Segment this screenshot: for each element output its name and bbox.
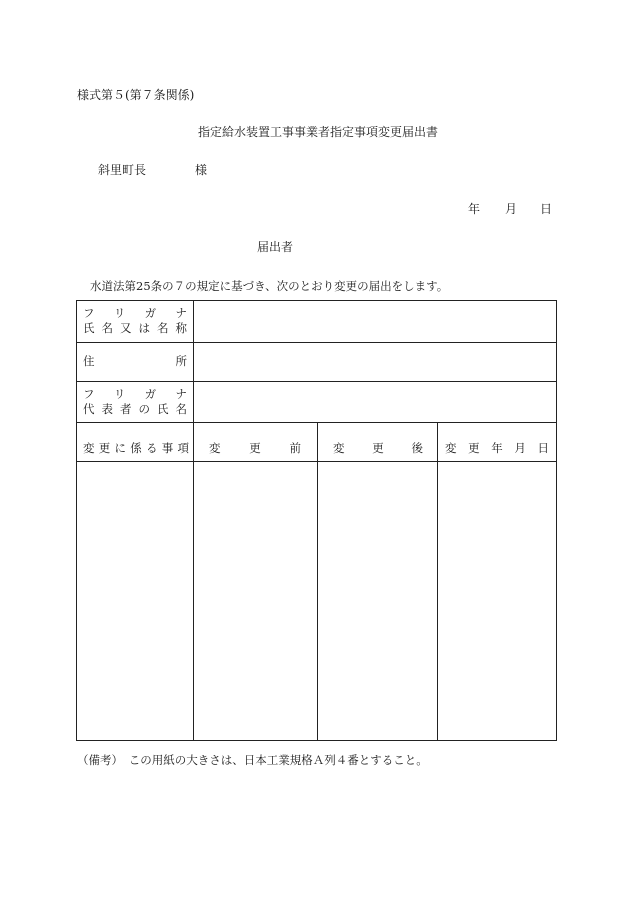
name-label-cell (77, 306, 193, 336)
addressee: 斜里町長 (98, 163, 147, 177)
address-label: 住 所 (83, 354, 187, 368)
intro-text: 水道法第25条の７の規定に基づき、次のとおり変更の届出をします。 (90, 279, 449, 293)
header-after-change: 変 更 後 (333, 441, 423, 455)
header-change-matter: 変 更 に 係 る 事 項 (83, 441, 189, 455)
header-before-change: 変 更 前 (209, 441, 301, 455)
date-year-label: 年 (468, 202, 481, 216)
submitter-label: 届出者 (257, 240, 294, 254)
document-title: 指定給水装置工事事業者指定事項変更届出書 (198, 125, 439, 139)
header-change-date: 変 更 年 月 日 (445, 441, 549, 455)
date-input-cell[interactable] (438, 462, 556, 740)
address-label-cell (77, 354, 193, 369)
remarks-note: （備考） この用紙の大きさは、日本工業規格Ａ列４番とすること。 (77, 753, 428, 767)
before-input-cell[interactable] (194, 462, 317, 740)
honorific: 様 (195, 163, 208, 177)
representative-label-cell (77, 387, 193, 417)
date-month-label: 月 (505, 202, 518, 216)
change-form-table (76, 300, 557, 741)
name-input-cell[interactable] (194, 301, 556, 342)
name-furigana: フ リ ガ ナ (83, 306, 187, 320)
address-input-cell[interactable] (194, 343, 556, 381)
form-number: 様式第５(第７条関係) (77, 88, 195, 102)
name-label: 氏 名 又 は 名 称 (83, 321, 187, 335)
representative-label: 代 表 者 の 氏 名 (83, 402, 187, 416)
representative-furigana: フ リ ガ ナ (83, 387, 187, 401)
date-day-label: 日 (540, 202, 553, 216)
after-input-cell[interactable] (318, 462, 437, 740)
representative-input-cell[interactable] (194, 382, 556, 422)
matter-input-cell[interactable] (77, 462, 193, 740)
